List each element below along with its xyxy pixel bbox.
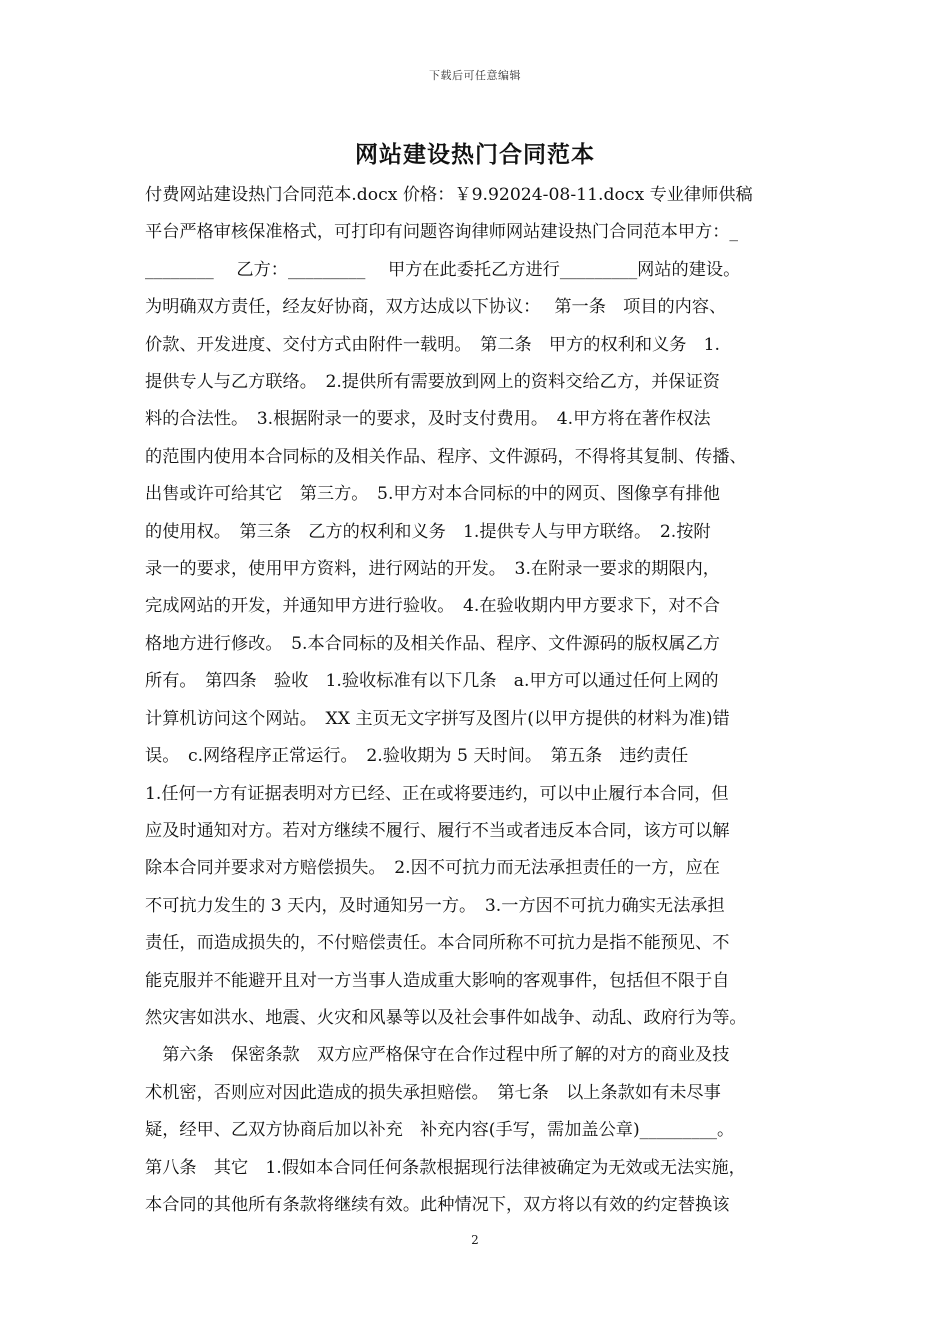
body-line: 为明确双方责任，经友好协商，双方达成以下协议： 第一条 项目的内容、 (145, 297, 727, 318)
body-line: 的使用权。 第三条 乙方的权利和义务 1.提供专人与甲方联络。 2.按附 (145, 521, 711, 542)
body-line: 然灾害如洪水、地震、火灾和风暴等以及社会事件如战争、动乱、政府行为等。 (145, 1007, 747, 1028)
body-line: 提供专人与乙方联络。 2.提供所有需要放到网上的资料交给乙方，并保证资 (145, 372, 720, 393)
body-line: 能克服并不能避开且对一方当事人造成重大影响的客观事件，包括但不限于自 (145, 970, 730, 991)
body-line: 所有。 第四条 验收 1.验收标准有以下几条 a.甲方可以通过任何上网的 (145, 671, 719, 692)
body-line: 格地方进行修改。 5.本合同标的及相关作品、程序、文件源码的版权属乙方 (145, 633, 720, 654)
body-line: 1.任何一方有证据表明对方已经、正在或将要违约，可以中止履行本合同，但 (145, 783, 729, 804)
body-line: 第六条 保密条款 双方应严格保守在合作过程中所了解的对方的商业及技 (145, 1045, 730, 1066)
body-line: 完成网站的开发，并通知甲方进行验收。 4.在验收期内甲方要求下，对不合 (145, 596, 720, 617)
body-line: 的范围内使用本合同标的及相关作品、程序、文件源码，不得将其复制、传播、 (145, 446, 747, 467)
contract-body (145, 177, 825, 1224)
body-line: 出售或许可给其它 第三方。 5.甲方对本合同标的中的网页、图像享有排他 (145, 484, 720, 505)
body-line: 第八条 其它 1.假如本合同任何条款根据现行法律被确定为无效或无法实施， (145, 1157, 746, 1178)
body-line: 录一的要求，使用甲方资料，进行网站的开发。 3.在附录一要求的期限内， (145, 559, 720, 580)
body-line: 平台严格审核保准格式，可打印有问题咨询律师网站建设热门合同范本甲方：_ (145, 222, 738, 243)
body-line: 应及时通知对方。若对方继续不履行、履行不当或者违反本合同，该方可以解 (145, 820, 730, 841)
body-line: 误。 c.网络程序正常运行。 2.验收期为 5 天时间。 第五条 违约责任 (145, 746, 689, 767)
body-line: 疑，经甲、乙双方协商后加以补充 补充内容(手写，需加盖公章)_________。 (145, 1120, 735, 1141)
header-note: 下载后可任意编辑 (429, 69, 521, 82)
body-line: 除本合同并要求对方赔偿损失。 2.因不可抗力而无法承担责任的一方，应在 (145, 858, 720, 879)
body-line: 术机密，否则应对因此造成的损失承担赔偿。 第七条 以上条款如有未尽事 (145, 1082, 721, 1103)
body-line: 计算机访问这个网站。 XX 主页无文字拼写及图片(以甲方提供的材料为准)错 (145, 708, 730, 729)
body-line: 不可抗力发生的 3 天内，及时通知另一方。 3.一方因不可抗力确实无法承担 (145, 895, 725, 916)
body-line: 付费网站建设热门合同范本.docx 价格：￥9.92024-08-11.docx 专业律师供稿 (145, 185, 753, 205)
document-title: 网站建设热门合同范本 (355, 141, 595, 168)
body-line: 价款、开发进度、交付方式由附件一载明。 第二条 甲方的权利和义务 1. (145, 334, 720, 355)
body-line: 本合同的其他所有条款将继续有效。此种情况下，双方将以有效的约定替换该 (145, 1194, 730, 1215)
page-number: 2 (471, 1233, 479, 1247)
body-line: 责任，而造成损失的，不付赔偿责任。本合同所称不可抗力是指不能预见、不 (145, 933, 730, 954)
body-line: ________ 乙方：_________ 甲方在此委托乙方进行_________网站的建设。 (145, 259, 741, 280)
body-line: 料的合法性。 3.根据附录一的要求，及时支付费用。 4.甲方将在著作权法 (145, 409, 711, 430)
